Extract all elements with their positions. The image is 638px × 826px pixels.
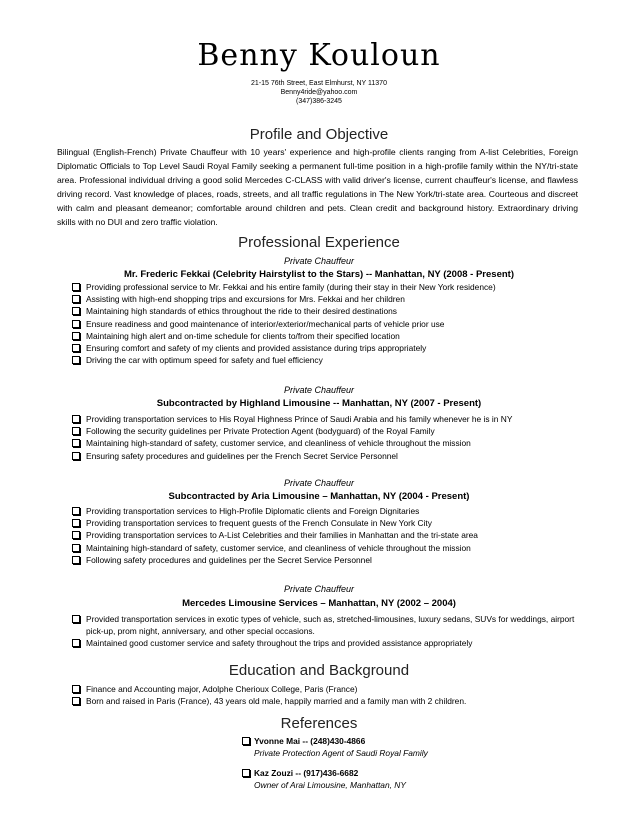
checkbox-bullet-icon xyxy=(72,439,80,447)
list-item: Maintaining high alert and on-time schedule for clients to/from their specified location xyxy=(72,330,592,342)
list-item: Born and raised in Paris (France), 43 years old male, happily married and a family man with 2 children. xyxy=(72,695,592,707)
list-item: Ensuring safety procedures and guidelines per the French Secret Service Personnel xyxy=(72,450,592,462)
education-list xyxy=(72,683,592,707)
job-employer: Subcontracted by Highland Limousine -- Manhattan, NY (2007 - Present) xyxy=(156,398,482,409)
list-item: Ensuring comfort and safety of my clients and provided assistance during trips appropriately xyxy=(72,342,592,354)
checkbox-bullet-icon xyxy=(72,283,80,291)
checkbox-bullet-icon xyxy=(72,615,80,623)
checkbox-bullet-icon xyxy=(72,356,80,364)
checkbox-bullet-icon xyxy=(242,737,250,745)
list-item: Finance and Accounting major, Adolphe Cherioux College, Paris (France) xyxy=(72,683,592,695)
reference-entry xyxy=(242,735,582,760)
candidate-name: Benny Kouloun xyxy=(197,38,441,73)
list-item: Maintaining high-standard of safety, customer service, and cleanliness of vehicle throughout the mission xyxy=(72,542,592,554)
list-item: Providing transportation services to High-Profile Diplomatic clients and Foreign Dignitaries xyxy=(72,505,592,517)
job-role: Private Chauffeur xyxy=(283,256,355,266)
reference-detail: Private Protection Agent of Saudi Royal Family xyxy=(254,748,428,758)
email: Benny4ride@yahoo.com xyxy=(280,89,358,96)
job-duties-list xyxy=(72,505,592,566)
checkbox-bullet-icon xyxy=(72,531,80,539)
address: 21-15 76th Street, East Elmhurst, NY 11370 xyxy=(251,80,387,87)
checkbox-bullet-icon xyxy=(72,320,80,328)
checkbox-bullet-icon xyxy=(72,519,80,527)
list-item: Ensure readiness and good maintenance of interior/exterior/mechanical parts of vehicle prior use xyxy=(72,318,592,330)
checkbox-bullet-icon xyxy=(72,344,80,352)
section-title-references: References xyxy=(280,715,358,732)
job-role: Private Chauffeur xyxy=(283,584,355,594)
checkbox-bullet-icon xyxy=(72,415,80,423)
checkbox-bullet-icon xyxy=(72,507,80,515)
checkbox-bullet-icon xyxy=(72,697,80,705)
reference-detail: Owner of Arai Limousine, Manhattan, NY xyxy=(254,780,406,790)
checkbox-bullet-icon xyxy=(242,769,250,777)
list-item: Maintaining high standards of ethics throughout the ride to their desired destinations xyxy=(72,305,592,317)
checkbox-bullet-icon xyxy=(72,556,80,564)
list-item: Provided transportation services in exotic types of vehicle, such as, stretched-limousines, luxury sedans, SUVs for weddings, airport pick-up, prom night, anniversary, and other special occasions. xyxy=(72,613,592,637)
checkbox-bullet-icon xyxy=(72,307,80,315)
section-title-experience: Professional Experience xyxy=(238,234,400,251)
list-item: Maintaining high-standard of safety, customer service, and cleanliness of vehicle throughout the mission xyxy=(72,437,592,449)
reference-name: Kaz Zouzi -- (917)436-6682 xyxy=(242,767,582,779)
job-role: Private Chauffeur xyxy=(283,385,355,395)
list-item: Providing transportation services to His Royal Highness Prince of Saudi Arabia and his family whenever he is in NY xyxy=(72,413,592,425)
list-item: Providing transportation services to A-List Celebrities and their families in Manhattan and the tri-state area xyxy=(72,529,592,541)
phone: (347)386-3245 xyxy=(296,98,342,105)
checkbox-bullet-icon xyxy=(72,452,80,460)
job-employer: Mercedes Limousine Services – Manhattan, NY (2002 – 2004) xyxy=(182,598,456,609)
checkbox-bullet-icon xyxy=(72,427,80,435)
checkbox-bullet-icon xyxy=(72,685,80,693)
section-title-profile: Profile and Objective xyxy=(249,126,389,143)
checkbox-bullet-icon xyxy=(72,295,80,303)
job-duties-list xyxy=(72,281,592,366)
reference-entry xyxy=(242,767,582,792)
list-item: Maintained good customer service and safety throughout the trips and provided assistance appropriately xyxy=(72,637,592,649)
job-duties-list xyxy=(72,613,592,650)
list-item: Driving the car with optimum speed for safety and fuel efficiency xyxy=(72,354,592,366)
checkbox-bullet-icon xyxy=(72,544,80,552)
checkbox-bullet-icon xyxy=(72,639,80,647)
job-duties-list xyxy=(72,413,592,462)
job-employer: Subcontracted by Aria Limousine – Manhattan, NY (2004 - Present) xyxy=(168,491,470,502)
reference-name: Yvonne Mai -- (248)430-4866 xyxy=(242,735,582,747)
profile-text: Bilingual (English-French) Private Chauffeur with 10 years' experience and high-profile clients ranging from A-list Celebrities, Foreign Diplomatic Officials to Top Level Saudi Royal Family seeking a permanent full-time position in a high-profile family within the NY/tri-state area. Professional individual driving a good solid Mercedes C-CLASS with valid driver's license, current chauffeur's license, and flawless driving record. Vast knowledge of places, roads, streets, and all traffic regulations in The New York/tri-state area. Courteous and discreet with calm and pleasant demeanor; comfortable around children and pets. Clean credit and background history. Extraordinary driving skills with no DUI and zero traffic violation. xyxy=(57,147,578,227)
job-employer: Mr. Frederic Fekkai (Celebrity Hairstylist to the Stars) -- Manhattan, NY (2008 - Present) xyxy=(124,269,514,280)
job-role: Private Chauffeur xyxy=(283,478,355,488)
list-item: Following safety procedures and guidelines per the Secret Service Personnel xyxy=(72,554,592,566)
list-item: Providing transportation services to frequent guests of the French Consulate in New York City xyxy=(72,517,592,529)
list-item: Assisting with high-end shopping trips and excursions for Mrs. Fekkai and her children xyxy=(72,293,592,305)
section-title-education: Education and Background xyxy=(228,662,410,679)
list-item: Providing professional service to Mr. Fekkai and his entire family (during their stay in their New York residence) xyxy=(72,281,592,293)
list-item: Following the security guidelines per Private Protection Agent (bodyguard) of the Royal Family xyxy=(72,425,592,437)
checkbox-bullet-icon xyxy=(72,332,80,340)
